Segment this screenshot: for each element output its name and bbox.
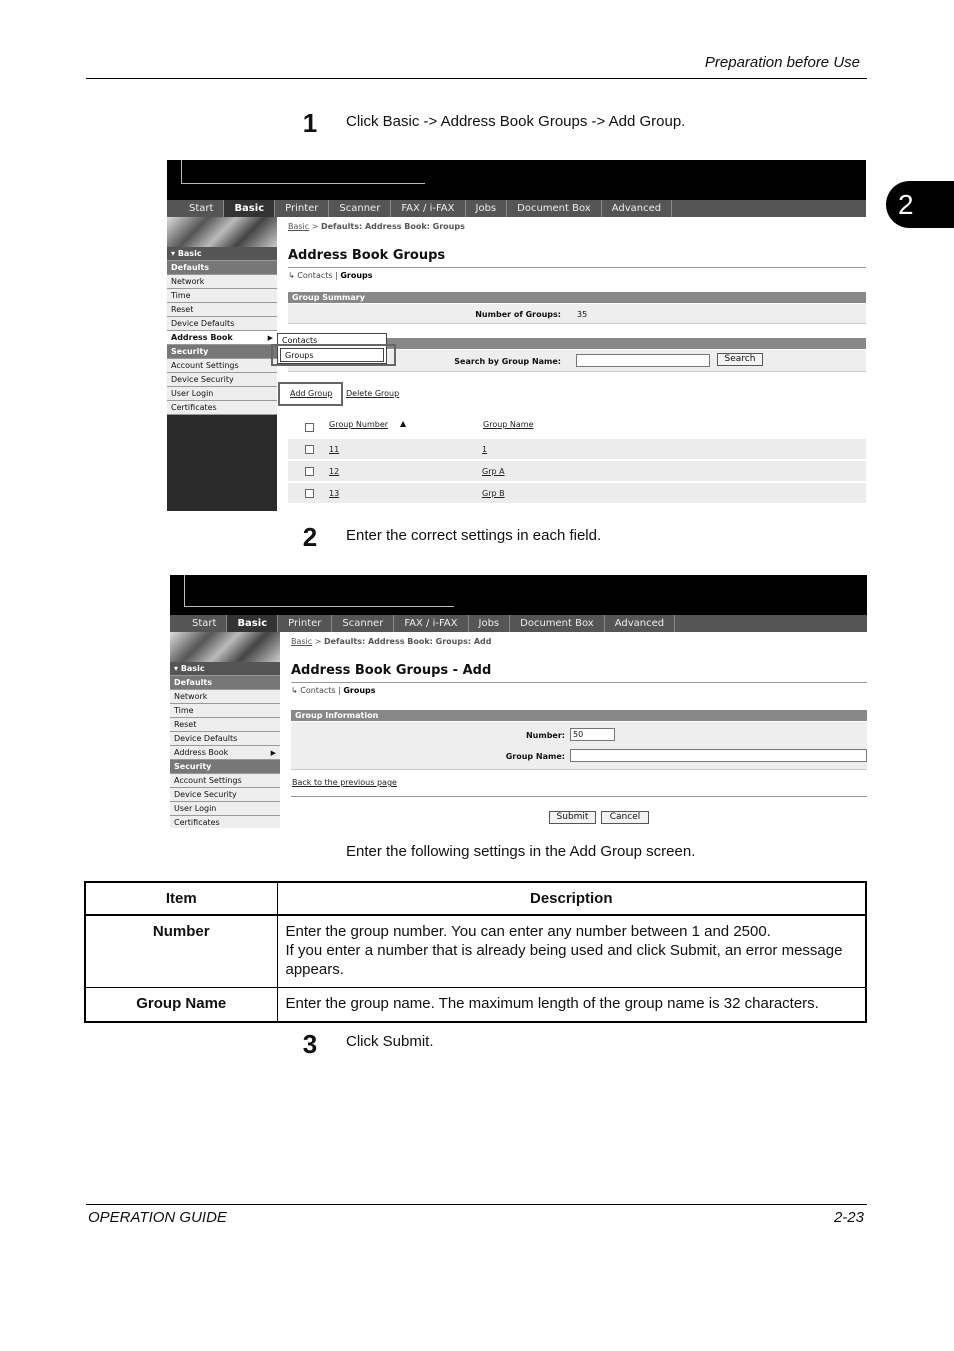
device-topbar [170, 575, 867, 615]
add-group-link[interactable]: Add Group [290, 389, 333, 398]
section-group-summary: Group Summary [288, 292, 866, 303]
row-group-name[interactable]: Grp B [482, 489, 505, 498]
sort-asc-icon: ▲ [400, 419, 407, 428]
header-rule [86, 78, 867, 79]
tab-scanner[interactable]: Scanner [332, 615, 394, 632]
delete-group-link[interactable]: Delete Group [346, 389, 400, 398]
sidebar-item-device-security[interactable]: Device Security [170, 788, 280, 802]
tab-printer[interactable]: Printer [278, 615, 332, 632]
highlight-groups [271, 344, 396, 366]
row-group-name[interactable]: 1 [482, 445, 488, 454]
table-row [288, 439, 866, 460]
row-item: Group Name [85, 988, 277, 1023]
device-topbar [167, 160, 866, 200]
num-groups-value: 35 [577, 310, 588, 319]
group-name-input[interactable] [570, 749, 867, 762]
row-checkbox[interactable] [305, 467, 314, 476]
screenshot-address-book-groups [167, 160, 866, 511]
title-rule [291, 682, 867, 683]
submenu-contacts[interactable]: Contacts [282, 336, 318, 345]
chapter-tab: 2 [886, 181, 954, 228]
col-item-header: Item [85, 882, 277, 915]
row-checkbox[interactable] [305, 445, 314, 454]
tab-advanced[interactable]: Advanced [605, 615, 675, 632]
sidebar-item-reset[interactable]: Reset [170, 718, 280, 732]
tab-start[interactable]: Start [179, 200, 224, 217]
sidebar-basic-header[interactable]: ▾ Basic [170, 662, 280, 676]
step-2-text: Enter the correct settings in each field. [346, 527, 602, 544]
sidebar-item-user-login[interactable]: User Login [167, 387, 277, 401]
row-item: Number [85, 915, 277, 988]
form-rule [291, 796, 867, 797]
search-input[interactable] [576, 354, 710, 367]
sidebar-item-certificates[interactable]: Certificates [167, 401, 277, 415]
step-3-text: Click Submit. [346, 1033, 434, 1050]
page-title: Address Book Groups - Add [291, 663, 492, 678]
sidebar-defaults-header: Defaults [170, 676, 280, 690]
tab-advanced[interactable]: Advanced [602, 200, 672, 217]
sidebar-banner-image [170, 632, 280, 662]
nav-tabs [170, 615, 867, 632]
summary-row [288, 304, 866, 324]
row-group-name[interactable]: Grp A [482, 467, 505, 476]
row-group-number[interactable]: 11 [329, 445, 340, 454]
submit-button[interactable]: Submit [549, 811, 596, 824]
link-contacts[interactable]: Contacts [300, 686, 336, 695]
number-label: Number: [525, 731, 565, 740]
row-group-number[interactable]: 13 [329, 489, 340, 498]
tab-jobs[interactable]: Jobs [469, 615, 511, 632]
sidebar-item-network[interactable]: Network [170, 690, 280, 704]
sidebar-item-user-login[interactable]: User Login [170, 802, 280, 816]
sidebar-item-device-security[interactable]: Device Security [167, 373, 277, 387]
nav-tabs [167, 200, 866, 217]
sidebar-item-device-defaults[interactable]: Device Defaults [167, 317, 277, 331]
breadcrumb-link[interactable]: Basic [288, 222, 310, 231]
footer-rule [86, 1204, 867, 1205]
submenu-groups[interactable]: Groups [280, 348, 384, 362]
row-description: Enter the group name. The maximum length of the group name is 32 characters. [277, 988, 866, 1023]
col-group-number[interactable]: Group Number [329, 420, 389, 429]
table-row [288, 461, 866, 482]
sidebar-item-network[interactable]: Network [167, 275, 277, 289]
tab-basic[interactable]: Basic [227, 615, 278, 632]
sidebar-banner-image [167, 217, 277, 247]
footer-title: OPERATION GUIDE [88, 1209, 227, 1226]
screenshot-add-group [170, 575, 867, 828]
step-2-number: 2 [302, 522, 318, 552]
tab-scanner[interactable]: Scanner [329, 200, 391, 217]
sidebar-item-account-settings[interactable]: Account Settings [167, 359, 277, 373]
tab-fax[interactable]: FAX / i-FAX [394, 615, 468, 632]
sidebar [167, 217, 277, 511]
breadcrumb-link[interactable]: Basic [291, 637, 313, 646]
tab-jobs[interactable]: Jobs [466, 200, 508, 217]
header-section: Preparation before Use [704, 54, 860, 71]
step-3-number: 3 [302, 1029, 318, 1059]
col-description-header: Description [277, 882, 866, 915]
link-groups[interactable]: Groups [343, 686, 376, 695]
page-title: Address Book Groups [288, 248, 446, 263]
sidebar-security-header: Security [167, 345, 277, 359]
breadcrumb: Basic > Defaults: Address Book: Groups: Add [291, 637, 492, 646]
search-button[interactable]: Search [717, 353, 763, 366]
sidebar [170, 632, 280, 828]
row-description: Enter the group number. You can enter any number between 1 and 2500. If you enter a number that is already being used and click Submit, an error message appears. [277, 915, 866, 988]
group-info-rows [291, 722, 867, 770]
sidebar-item-certificates[interactable]: Certificates [170, 816, 280, 828]
section-group-information: Group Information [291, 710, 867, 721]
table-row [85, 915, 866, 988]
col-group-name[interactable]: Group Name [483, 420, 534, 429]
settings-table [84, 881, 867, 1023]
sidebar-item-account-settings[interactable]: Account Settings [170, 774, 280, 788]
link-groups[interactable]: Groups [340, 271, 373, 280]
search-label: Search by Group Name: [454, 357, 561, 366]
link-contacts[interactable]: Contacts [297, 271, 333, 280]
number-input[interactable]: 50 [570, 728, 615, 741]
sidebar-item-time[interactable]: Time [170, 704, 280, 718]
sub-breadcrumb: ↳ Contacts | Groups [291, 686, 376, 695]
sidebar-defaults-header: Defaults [167, 261, 277, 275]
select-all-checkbox[interactable] [305, 423, 314, 432]
tab-basic[interactable]: Basic [224, 200, 275, 217]
highlight-add-group [278, 382, 343, 406]
page-number: 2-23 [833, 1209, 864, 1226]
num-groups-label: Number of Groups: [475, 310, 561, 319]
tab-document-box[interactable]: Document Box [510, 615, 605, 632]
chevron-right-icon: ▶ [267, 334, 273, 342]
step-1-number: 1 [302, 108, 318, 138]
logo-frame [181, 160, 425, 184]
step-1-text: Click Basic -> Address Book Groups -> Add Group. [346, 113, 686, 130]
sidebar-item-reset[interactable]: Reset [167, 303, 277, 317]
tab-printer[interactable]: Printer [275, 200, 329, 217]
sidebar-item-time[interactable]: Time [167, 289, 277, 303]
sidebar-security-header: Security [170, 760, 280, 774]
tab-start[interactable]: Start [182, 615, 227, 632]
row-checkbox[interactable] [305, 489, 314, 498]
sidebar-item-address-book[interactable]: Address Book ▶ [167, 331, 277, 345]
tab-fax[interactable]: FAX / i-FAX [391, 200, 465, 217]
logo-frame [184, 575, 454, 607]
cancel-button[interactable]: Cancel [601, 811, 649, 824]
group-name-label: Group Name: [505, 752, 565, 761]
sidebar-basic-header[interactable]: ▾ Basic [167, 247, 277, 261]
row-group-number[interactable]: 12 [329, 467, 340, 476]
table-intro: Enter the following settings in the Add Group screen. [346, 843, 696, 860]
breadcrumb: Basic > Defaults: Address Book: Groups [288, 222, 465, 231]
sub-breadcrumb: ↳ Contacts | Groups [288, 271, 373, 280]
tab-document-box[interactable]: Document Box [507, 200, 602, 217]
sidebar-item-address-book[interactable]: Address Book ▶ [170, 746, 280, 760]
title-rule [288, 267, 866, 268]
table-row [85, 988, 866, 1023]
chevron-right-icon: ▶ [270, 749, 276, 757]
sidebar-item-device-defaults[interactable]: Device Defaults [170, 732, 280, 746]
back-link[interactable]: Back to the previous page [292, 778, 397, 787]
table-row [288, 483, 866, 504]
